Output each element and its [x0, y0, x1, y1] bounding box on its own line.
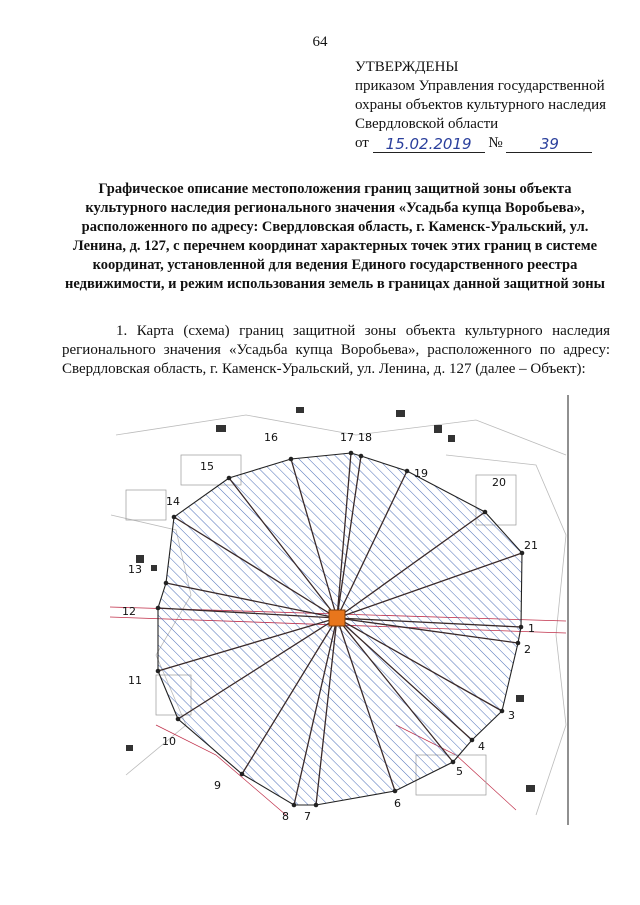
paragraph-1: 1. Карта (схема) границ защитной зоны объекта культурного наследия регионального значения «Усадьба купца Воробьева», расположенного по адресу: Свердловская область, г. Каменск-Уральский, ул. Ленина, д. 127 (далее – Объект):	[62, 323, 610, 377]
approval-date-line	[355, 134, 625, 153]
zone-vertex	[156, 669, 161, 674]
point-label: 13	[128, 563, 142, 576]
zone-vertex	[519, 625, 524, 630]
zone-vertex	[314, 803, 319, 808]
zone-vertex	[176, 717, 181, 722]
point-label: 12	[122, 605, 136, 618]
point-label: 3	[508, 709, 515, 722]
zone-vertex	[393, 789, 398, 794]
approval-block	[355, 58, 625, 153]
point-label: 11	[128, 674, 142, 687]
point-label: 5	[456, 765, 463, 778]
zone-vertex	[516, 641, 521, 646]
approval-line-3: Свердловской области	[355, 116, 499, 132]
point-label: 10	[162, 735, 176, 748]
page-number: 64	[312, 34, 328, 50]
point-label: 6	[394, 797, 401, 810]
zone-vertex	[227, 476, 232, 481]
zone-vertex	[164, 581, 169, 586]
number-prefix: №	[488, 135, 503, 151]
zone-vertex	[289, 457, 294, 462]
zone-vertex	[483, 510, 488, 515]
zone-vertex	[240, 772, 245, 777]
point-label: 16	[264, 431, 278, 444]
point-label: 21	[524, 539, 538, 552]
zone-vertex	[156, 606, 161, 611]
approval-date: 15.02.2019	[373, 136, 485, 153]
heritage-object-marker	[329, 610, 345, 626]
zone-vertex	[500, 709, 505, 714]
point-label: 1	[528, 622, 535, 635]
point-label: 20	[492, 476, 506, 489]
zone-vertex	[292, 803, 297, 808]
zone-vertex	[405, 469, 410, 474]
document-title: Графическое описание местоположения границ защитной зоны объекта культурного наследия регионального значения «Усадьба купца Воробьева», расположенного по адресу: Свердловская область, г. Каменск-Уральский, ул. Ленина, д. 127, с перечнем координат характерных точек этих границ в системе координат, установленной для ведения Единого государственного реестра недвижимости, и режим использования земель в границах данной защитной зоны	[65, 181, 605, 292]
point-label: 7	[304, 810, 311, 823]
point-label: 15	[200, 460, 214, 473]
approval-title: УТВЕРЖДЕНЫ	[355, 59, 459, 75]
approval-line-2: охраны объектов культурного наследия	[355, 97, 607, 113]
protection-zone-map	[96, 395, 572, 825]
zone-vertex	[349, 451, 354, 456]
point-label: 17	[340, 431, 354, 444]
point-label: 9	[214, 779, 221, 792]
zone-vertex	[172, 515, 177, 520]
approval-line-1: приказом Управления государственной	[355, 78, 605, 94]
point-label: 8	[282, 810, 289, 823]
date-prefix: от	[355, 135, 369, 151]
point-label: 18	[358, 431, 372, 444]
approval-number: 39	[506, 136, 592, 153]
zone-vertex	[451, 760, 456, 765]
point-label: 2	[524, 643, 531, 656]
point-label: 14	[166, 495, 180, 508]
point-label: 4	[478, 740, 485, 753]
zone-vertex	[359, 454, 364, 459]
zone-vertex	[470, 738, 475, 743]
point-label: 19	[414, 467, 428, 480]
